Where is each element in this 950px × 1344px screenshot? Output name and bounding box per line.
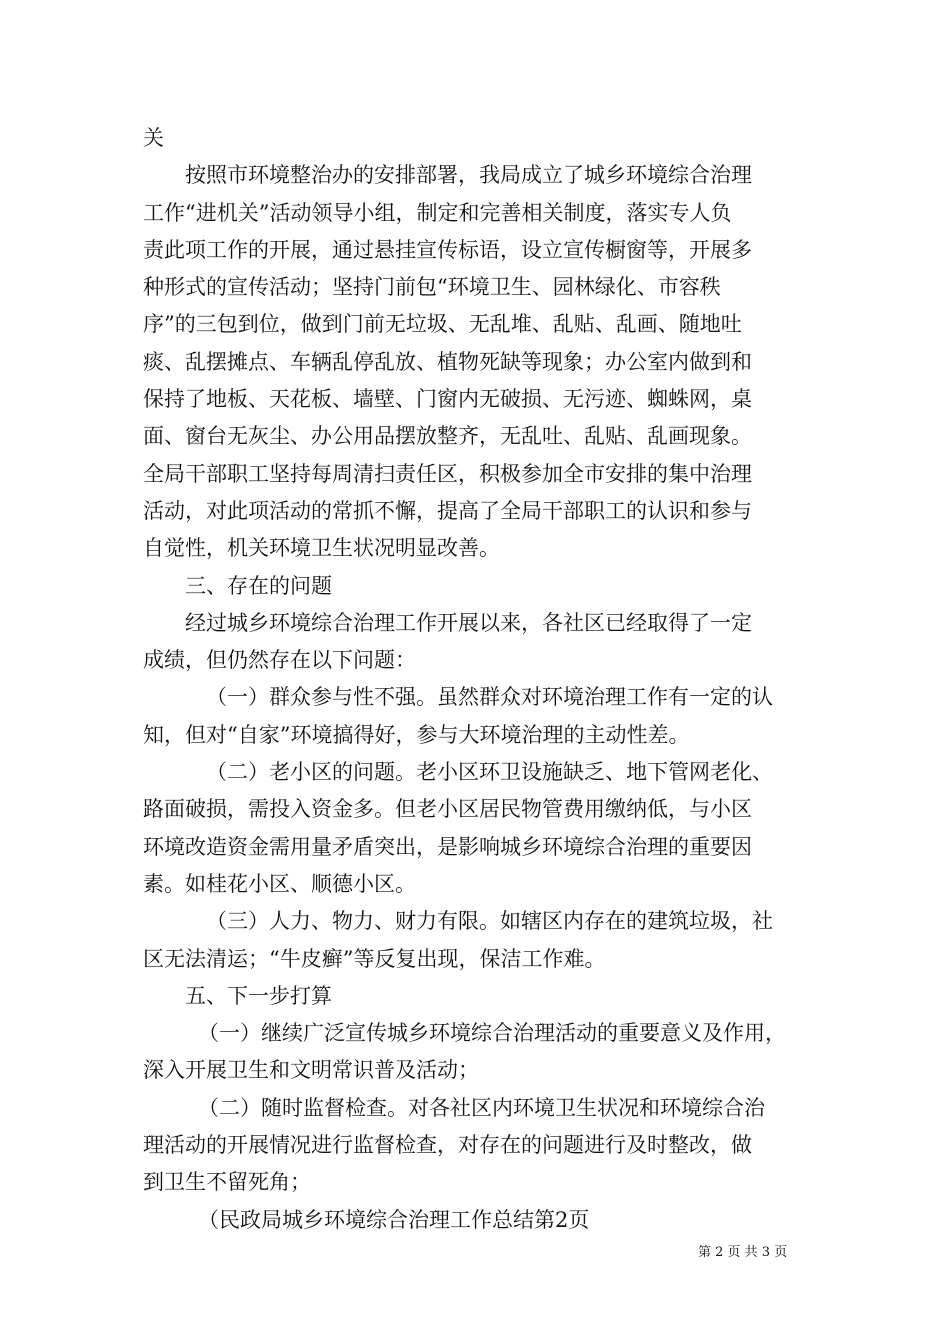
list-item-line: （二）老小区的问题。老小区环卫设施缺乏、地下管网老化、 [206, 760, 773, 785]
list-item-line: （一）群众参与性不强。虽然群众对环境治理工作有一定的认 [206, 685, 773, 710]
text-line: 素。如桂花小区、顺德小区。 [143, 871, 416, 896]
text-line: 环境改造资金需用量矛盾突出，是影响城乡环境综合治理的重要因 [143, 834, 752, 859]
text-line: 活动，对此项活动的常抓不懈，提高了全局干部职工的认识和参与 [143, 498, 752, 523]
text-line: 理活动的开展情况进行监督检查，对存在的问题进行及时整改，做 [143, 1133, 752, 1158]
section-heading: 三、存在的问题 [185, 573, 332, 598]
text-line: 面、窗台无灰尘、办公用品摆放整齐，无乱吐、乱贴、乱画现象。 [143, 424, 752, 449]
paragraph-line: （民政局城乡环境综合治理工作总结第2页 [198, 1207, 590, 1232]
list-item-line: （三）人力、物力、财力有限。如辖区内存在的建筑垃圾，社 [206, 909, 773, 934]
text-line: 知，但对“自家”环境搞得好，参与大环境治理的主动性差。 [143, 722, 690, 747]
text-line: 自觉性，机关环境卫生状况明显改善。 [143, 536, 500, 561]
text-line: 序”的三包到位，做到门前无垃圾、无乱堆、乱贴、乱画、随地吐 [143, 312, 742, 337]
list-item-line: （二）随时监督检查。对各社区内环境卫生状况和环境综合治 [198, 1095, 765, 1120]
text-line: 责此项工作的开展，通过悬挂宣传标语，设立宣传橱窗等，开展多 [143, 237, 752, 262]
text-line: 全局干部职工坚持每周清扫责任区，积极参加全市安排的集中治理 [143, 461, 752, 486]
list-item-line: （一）继续广泛宣传城乡环境综合治理活动的重要意义及作用， [198, 1021, 786, 1046]
text-line: 成绩，但仍然存在以下问题： [143, 648, 416, 673]
text-line: 深入开展卫生和文明常识普及活动； [143, 1058, 479, 1083]
text-line: 路面破损，需投入资金多。但老小区居民物管费用缴纳低，与小区 [143, 797, 752, 822]
text-line: 到卫生不留死角； [143, 1170, 311, 1195]
page-number-footer: 第 2 页 共 3 页 [698, 1245, 788, 1260]
document-body [143, 120, 808, 1239]
text-line: 工作“进机关”活动领导小组，制定和完善相关制度，落实专人负 [143, 200, 732, 225]
paragraph-line: 经过城乡环境综合治理工作开展以来，各社区已经取得了一定 [185, 610, 752, 635]
text-line: 保持了地板、天花板、墙壁、门窗内无破损、无污迹、蜘蛛网，桌 [143, 387, 752, 412]
text-line: 痰、乱摆摊点、车辆乱停乱放、植物死缺等现象；办公室内做到和 [143, 349, 752, 374]
paragraph-line: 按照市环境整治办的安排部署，我局成立了城乡环境综合治理 [185, 163, 752, 188]
text-line: 区无法清运；“牛皮癣”等反复出现，保洁工作难。 [143, 946, 606, 971]
text-line: 种形式的宣传活动；坚持门前包“环境卫生、园林绿化、市容秩 [143, 275, 721, 300]
text-line: 关 [143, 126, 164, 150]
section-heading: 五、下一步打算 [185, 983, 332, 1008]
